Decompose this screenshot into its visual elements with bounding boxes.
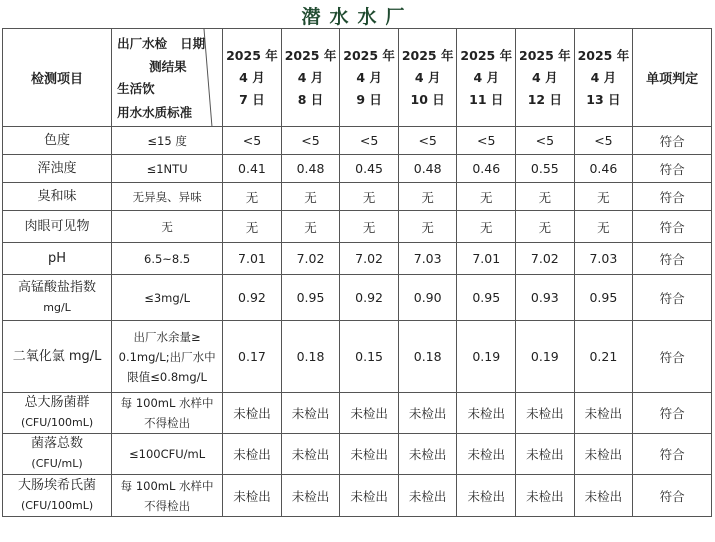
- standard-text: 每 100mL 水样中: [120, 396, 214, 410]
- result-value: 7.01: [223, 243, 282, 275]
- table-row: [3, 127, 712, 155]
- result-value: <5: [457, 127, 516, 155]
- result-value: 0.18: [398, 321, 457, 393]
- standard-cell: [112, 127, 223, 155]
- test-item-label: mg/L: [43, 300, 71, 314]
- judgement-value: 符合: [633, 211, 712, 243]
- judgement-value: 符合: [633, 155, 712, 183]
- standard-text: ≤1NTU: [146, 161, 188, 176]
- result-value: 0.48: [398, 155, 457, 183]
- diag-line-3: 生活饮: [117, 81, 155, 96]
- result-value: 未检出: [398, 434, 457, 475]
- judgement-value: 符合: [633, 393, 712, 434]
- result-value: 未检出: [340, 393, 399, 434]
- standard-cell: [112, 243, 223, 275]
- diag-line-4: 用水水质标准: [117, 105, 193, 120]
- result-value: 0.92: [223, 275, 282, 321]
- result-value: 未检出: [340, 434, 399, 475]
- diagonal-header-cell: [112, 29, 223, 127]
- test-item-cell: [3, 321, 112, 393]
- test-item-label: (CFU/100mL): [20, 498, 94, 512]
- result-value: 0.17: [223, 321, 282, 393]
- result-value: 未检出: [516, 434, 575, 475]
- test-item-label: 总大肠菌群: [24, 395, 90, 410]
- test-item-label: 高锰酸盐指数: [18, 279, 97, 295]
- standard-cell: [112, 434, 223, 475]
- standard-text: 不得检出: [144, 416, 191, 430]
- test-item-label: 浑浊度: [37, 160, 77, 176]
- test-item-label: 肉眼可见物: [24, 218, 90, 234]
- result-value: 0.21: [574, 321, 633, 393]
- result-value: 未检出: [516, 393, 575, 434]
- judgement-value: 符合: [633, 183, 712, 211]
- result-value: 0.93: [516, 275, 575, 321]
- result-value: 0.41: [223, 155, 282, 183]
- test-item-label: 色度: [44, 132, 71, 148]
- result-value: 7.03: [574, 243, 633, 275]
- test-item-label: pH: [48, 250, 67, 266]
- result-value: 未检出: [457, 475, 516, 517]
- result-value: 无: [457, 211, 516, 243]
- result-value: <5: [398, 127, 457, 155]
- judgement-value: 符合: [633, 127, 712, 155]
- result-value: 未检出: [398, 475, 457, 517]
- diag-line-1: 出厂水检 日期: [117, 36, 206, 51]
- judgement-value: 符合: [633, 475, 712, 517]
- result-value: 未检出: [281, 393, 340, 434]
- standard-cell: [112, 393, 223, 434]
- judgement-value: 符合: [633, 275, 712, 321]
- result-value: 0.95: [281, 275, 340, 321]
- page-title: 潜水水厂: [301, 6, 414, 28]
- standard-text: ≤100CFU/mL: [129, 447, 206, 461]
- test-item-label: (CFU/100mL): [20, 416, 94, 429]
- standard-text: 无: [161, 219, 173, 234]
- result-value: 无: [457, 183, 516, 211]
- result-value: 0.95: [574, 275, 633, 321]
- judgement-value: 符合: [633, 321, 712, 393]
- result-value: 7.02: [340, 243, 399, 275]
- standard-text: 无异臭、异味: [132, 189, 202, 204]
- standard-text: 出厂水余量≥: [133, 329, 201, 344]
- judgement-value: 符合: [633, 243, 712, 275]
- result-value: 0.92: [340, 275, 399, 321]
- header-row: [3, 29, 712, 127]
- standard-text: 0.1mg/L;出厂水中: [118, 349, 216, 364]
- result-value: 无: [223, 183, 282, 211]
- standard-text: ≤15 度: [147, 133, 187, 148]
- standard-cell: [112, 275, 223, 321]
- result-value: 未检出: [281, 475, 340, 517]
- result-value: 无: [574, 211, 633, 243]
- result-value: 无: [223, 211, 282, 243]
- water-quality-table: [2, 28, 712, 517]
- result-value: 0.18: [281, 321, 340, 393]
- table-row: [3, 243, 712, 275]
- result-value: 未检出: [574, 475, 633, 517]
- test-item-cell: [3, 393, 112, 434]
- standard-cell: [112, 183, 223, 211]
- result-value: 无: [340, 183, 399, 211]
- standard-text: 限值≤0.8mg/L: [127, 369, 207, 384]
- result-value: 无: [516, 183, 575, 211]
- result-value: 未检出: [457, 393, 516, 434]
- result-value: 未检出: [223, 434, 282, 475]
- test-item-label: 二氧化氯 mg/L: [12, 348, 102, 364]
- table-row: [3, 321, 712, 393]
- table-body: [3, 127, 712, 517]
- result-value: 7.03: [398, 243, 457, 275]
- standard-text: ≤3mg/L: [144, 290, 190, 305]
- result-value: 0.48: [281, 155, 340, 183]
- result-value: <5: [223, 127, 282, 155]
- result-value: 未检出: [574, 393, 633, 434]
- result-value: 0.46: [457, 155, 516, 183]
- result-value: <5: [340, 127, 399, 155]
- test-item-label: (CFU/mL): [31, 457, 83, 470]
- result-value: 未检出: [574, 434, 633, 475]
- result-value: 未检出: [340, 475, 399, 517]
- standard-cell: [112, 211, 223, 243]
- test-item-cell: [3, 275, 112, 321]
- diag-line-2: 测结果: [149, 59, 187, 74]
- date-header: 2025 年 4 月 8 日: [281, 29, 340, 127]
- result-value: 7.02: [516, 243, 575, 275]
- result-value: 无: [574, 183, 633, 211]
- result-value: 未检出: [223, 393, 282, 434]
- judgement-value: 符合: [633, 434, 712, 475]
- result-value: 0.55: [516, 155, 575, 183]
- result-value: 无: [340, 211, 399, 243]
- standard-text: 每 100mL 水样中: [120, 478, 214, 493]
- result-value: <5: [281, 127, 340, 155]
- table-row: [3, 434, 712, 475]
- result-value: 0.90: [398, 275, 457, 321]
- standard-cell: [112, 475, 223, 517]
- result-value: 无: [398, 211, 457, 243]
- result-value: <5: [516, 127, 575, 155]
- item-header: 检测项目: [3, 29, 112, 127]
- table-row: [3, 211, 712, 243]
- test-item-cell: [3, 127, 112, 155]
- judge-header: 单项判定: [633, 29, 712, 127]
- table-row: [3, 475, 712, 517]
- result-value: 0.19: [516, 321, 575, 393]
- result-value: 0.19: [457, 321, 516, 393]
- date-header: 2025 年 4 月 9 日: [340, 29, 399, 127]
- date-header: 2025 年 4 月 10 日: [398, 29, 457, 127]
- test-item-cell: [3, 211, 112, 243]
- test-item-label: 臭和味: [37, 188, 77, 204]
- test-item-cell: [3, 243, 112, 275]
- result-value: 未检出: [516, 475, 575, 517]
- result-value: 无: [398, 183, 457, 211]
- test-item-label: 菌落总数: [31, 436, 84, 451]
- date-header: 2025 年 4 月 12 日: [516, 29, 575, 127]
- standard-text: 6.5~8.5: [144, 251, 191, 266]
- standard-cell: [112, 155, 223, 183]
- date-header: 2025 年 4 月 13 日: [574, 29, 633, 127]
- test-item-label: 大肠埃希氏菌: [18, 477, 97, 493]
- result-value: 0.45: [340, 155, 399, 183]
- result-value: 0.46: [574, 155, 633, 183]
- result-value: 7.02: [281, 243, 340, 275]
- test-item-cell: [3, 183, 112, 211]
- table-row: [3, 155, 712, 183]
- table-row: [3, 183, 712, 211]
- result-value: 无: [281, 211, 340, 243]
- result-value: 0.15: [340, 321, 399, 393]
- result-value: 无: [281, 183, 340, 211]
- result-value: 未检出: [457, 434, 516, 475]
- result-value: 未检出: [398, 393, 457, 434]
- date-header: 2025 年 4 月 11 日: [457, 29, 516, 127]
- result-value: 7.01: [457, 243, 516, 275]
- result-value: 无: [516, 211, 575, 243]
- standard-cell: [112, 321, 223, 393]
- result-value: 0.95: [457, 275, 516, 321]
- table-row: [3, 275, 712, 321]
- result-value: <5: [574, 127, 633, 155]
- result-value: 未检出: [281, 434, 340, 475]
- date-header: 2025 年 4 月 7 日: [223, 29, 282, 127]
- result-value: 未检出: [223, 475, 282, 517]
- standard-text: 不得检出: [144, 498, 191, 513]
- table-row: [3, 393, 712, 434]
- test-item-cell: [3, 475, 112, 517]
- test-item-cell: [3, 434, 112, 475]
- test-item-cell: [3, 155, 112, 183]
